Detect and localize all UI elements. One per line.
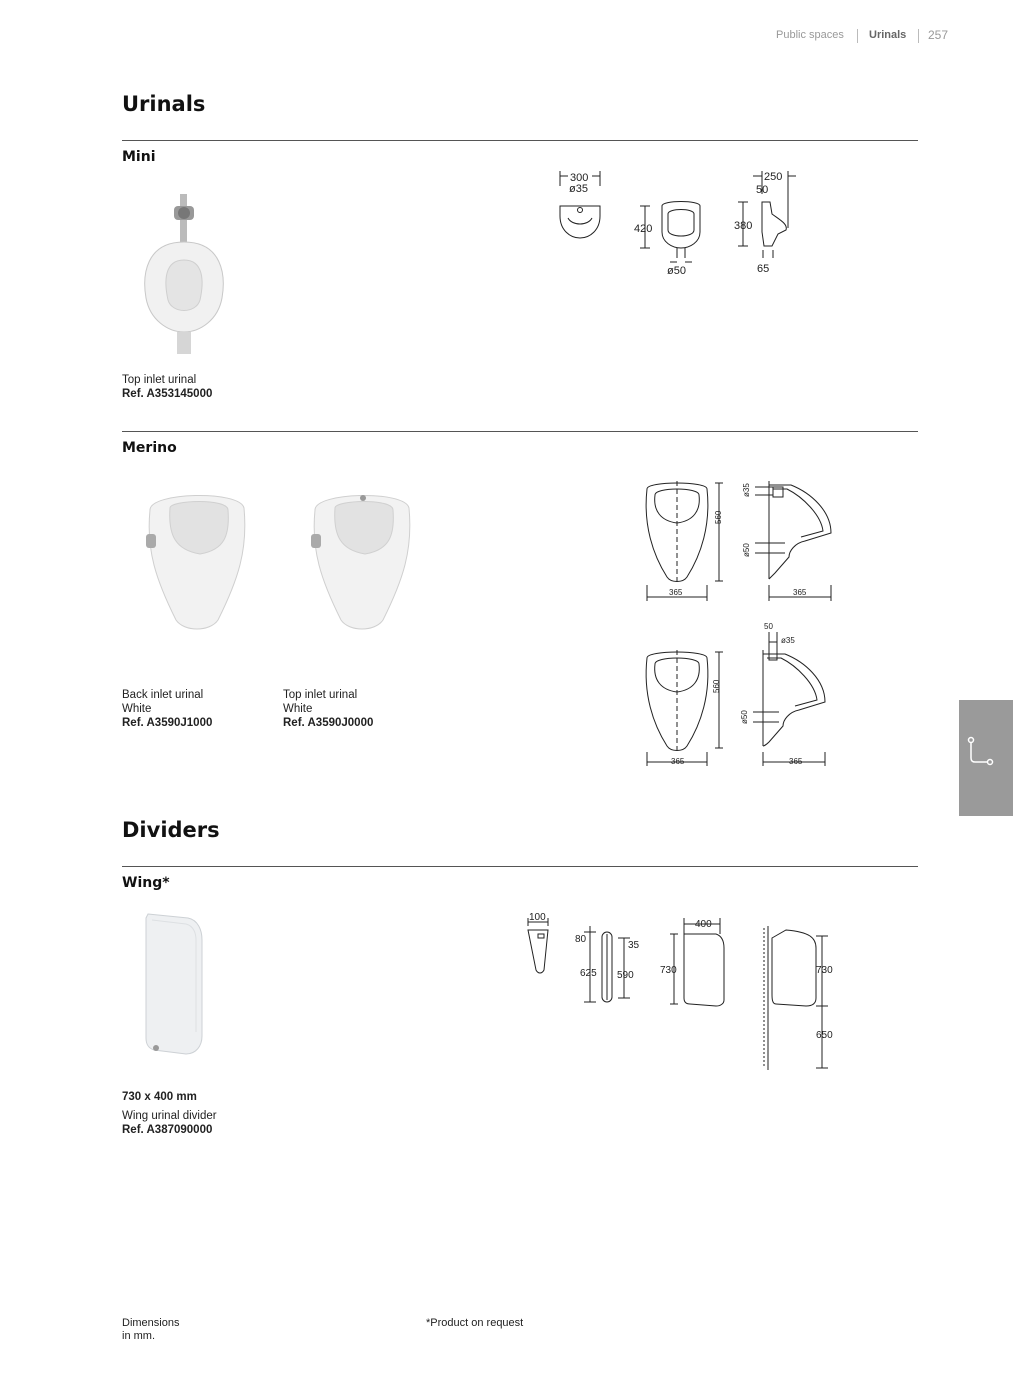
wing-dim-mount: 650 [816, 1030, 833, 1041]
mini-dim-depth: 250 [764, 171, 783, 183]
merino-back-dimension-drawing [635, 475, 850, 605]
mini-caption: Top inlet urinal [122, 374, 197, 386]
merino-heading: Merino [122, 440, 177, 456]
mini-dim-side-height: 380 [734, 220, 753, 232]
wing-dimension-drawing [520, 908, 840, 1073]
mini-dim-depth-top: 50 [756, 184, 769, 196]
header-divider [857, 29, 858, 43]
wing-heading: Wing* [122, 875, 170, 891]
merino-back-dim-depth: 365 [793, 588, 807, 597]
header-section: Public spaces [776, 29, 844, 41]
merino-top-dim-offset: 50 [764, 622, 773, 631]
wing-dim-top: 80 [575, 934, 587, 945]
page-number: 257 [928, 28, 949, 42]
merino-top-dim-height: 560 [712, 679, 721, 693]
section-rule [122, 431, 918, 432]
mini-dim-outlet: ø50 [667, 265, 686, 277]
wing-dim-width: 400 [695, 919, 712, 930]
merino-top-dim-inlet: ø35 [781, 636, 795, 645]
merino-back-dim-inlet: ø35 [742, 483, 751, 497]
merino-top-caption: Top inlet urinal [283, 689, 358, 701]
mini-ref: Ref. A353145000 [122, 388, 213, 400]
wing-dim-edge: 35 [628, 940, 640, 951]
merino-back-color: White [122, 703, 152, 715]
wing-caption: Wing urinal divider [122, 1110, 217, 1122]
wing-dim-thickness: 100 [529, 912, 546, 923]
merino-top-dimension-drawing [635, 620, 850, 770]
wing-dim-h2: 590 [617, 970, 634, 981]
merino-back-dim-outlet: ø50 [742, 543, 751, 557]
merino-back-inlet-photo [140, 490, 250, 632]
page-title: Urinals [122, 92, 206, 116]
mini-dim-inlet: ø35 [569, 183, 588, 195]
wing-ref: Ref. A387090000 [122, 1124, 213, 1136]
chapter-tab [959, 700, 1013, 816]
merino-back-dim-width: 365 [669, 588, 683, 597]
mini-dim-bottom: 65 [757, 263, 770, 275]
wing-size: 730 x 400 mm [122, 1091, 197, 1103]
footer-dimensions-line1: Dimensions [122, 1317, 180, 1329]
merino-back-dim-height: 560 [714, 510, 723, 524]
wing-divider-photo [140, 910, 210, 1060]
header-divider [918, 29, 919, 43]
mini-heading: Mini [122, 149, 156, 165]
header-subsection: Urinals [869, 29, 907, 41]
merino-top-dim-depth: 365 [789, 757, 803, 766]
mini-urinal-photo [128, 190, 248, 360]
merino-back-ref: Ref. A3590J1000 [122, 717, 213, 729]
merino-back-caption: Back inlet urinal [122, 689, 204, 701]
merino-top-ref: Ref. A3590J0000 [283, 717, 374, 729]
merino-top-inlet-photo [305, 490, 415, 632]
mini-dim-width: 300 [570, 172, 589, 184]
section-rule [122, 866, 918, 867]
merino-top-dim-width: 365 [671, 757, 685, 766]
footer-note: *Product on request [426, 1317, 524, 1329]
merino-top-color: White [283, 703, 313, 715]
wing-dim-h1: 625 [580, 968, 597, 979]
chapter-icon [959, 700, 1013, 816]
mini-dim-height: 420 [634, 223, 653, 235]
footer-dimensions-line2: in mm. [122, 1330, 155, 1342]
wing-dim-wall-height: 730 [816, 965, 833, 976]
wing-dim-height: 730 [660, 965, 677, 976]
section-rule [122, 140, 918, 141]
mini-dimension-drawing [550, 166, 810, 281]
dividers-title: Dividers [122, 818, 220, 842]
merino-top-dim-outlet: ø50 [740, 710, 749, 724]
